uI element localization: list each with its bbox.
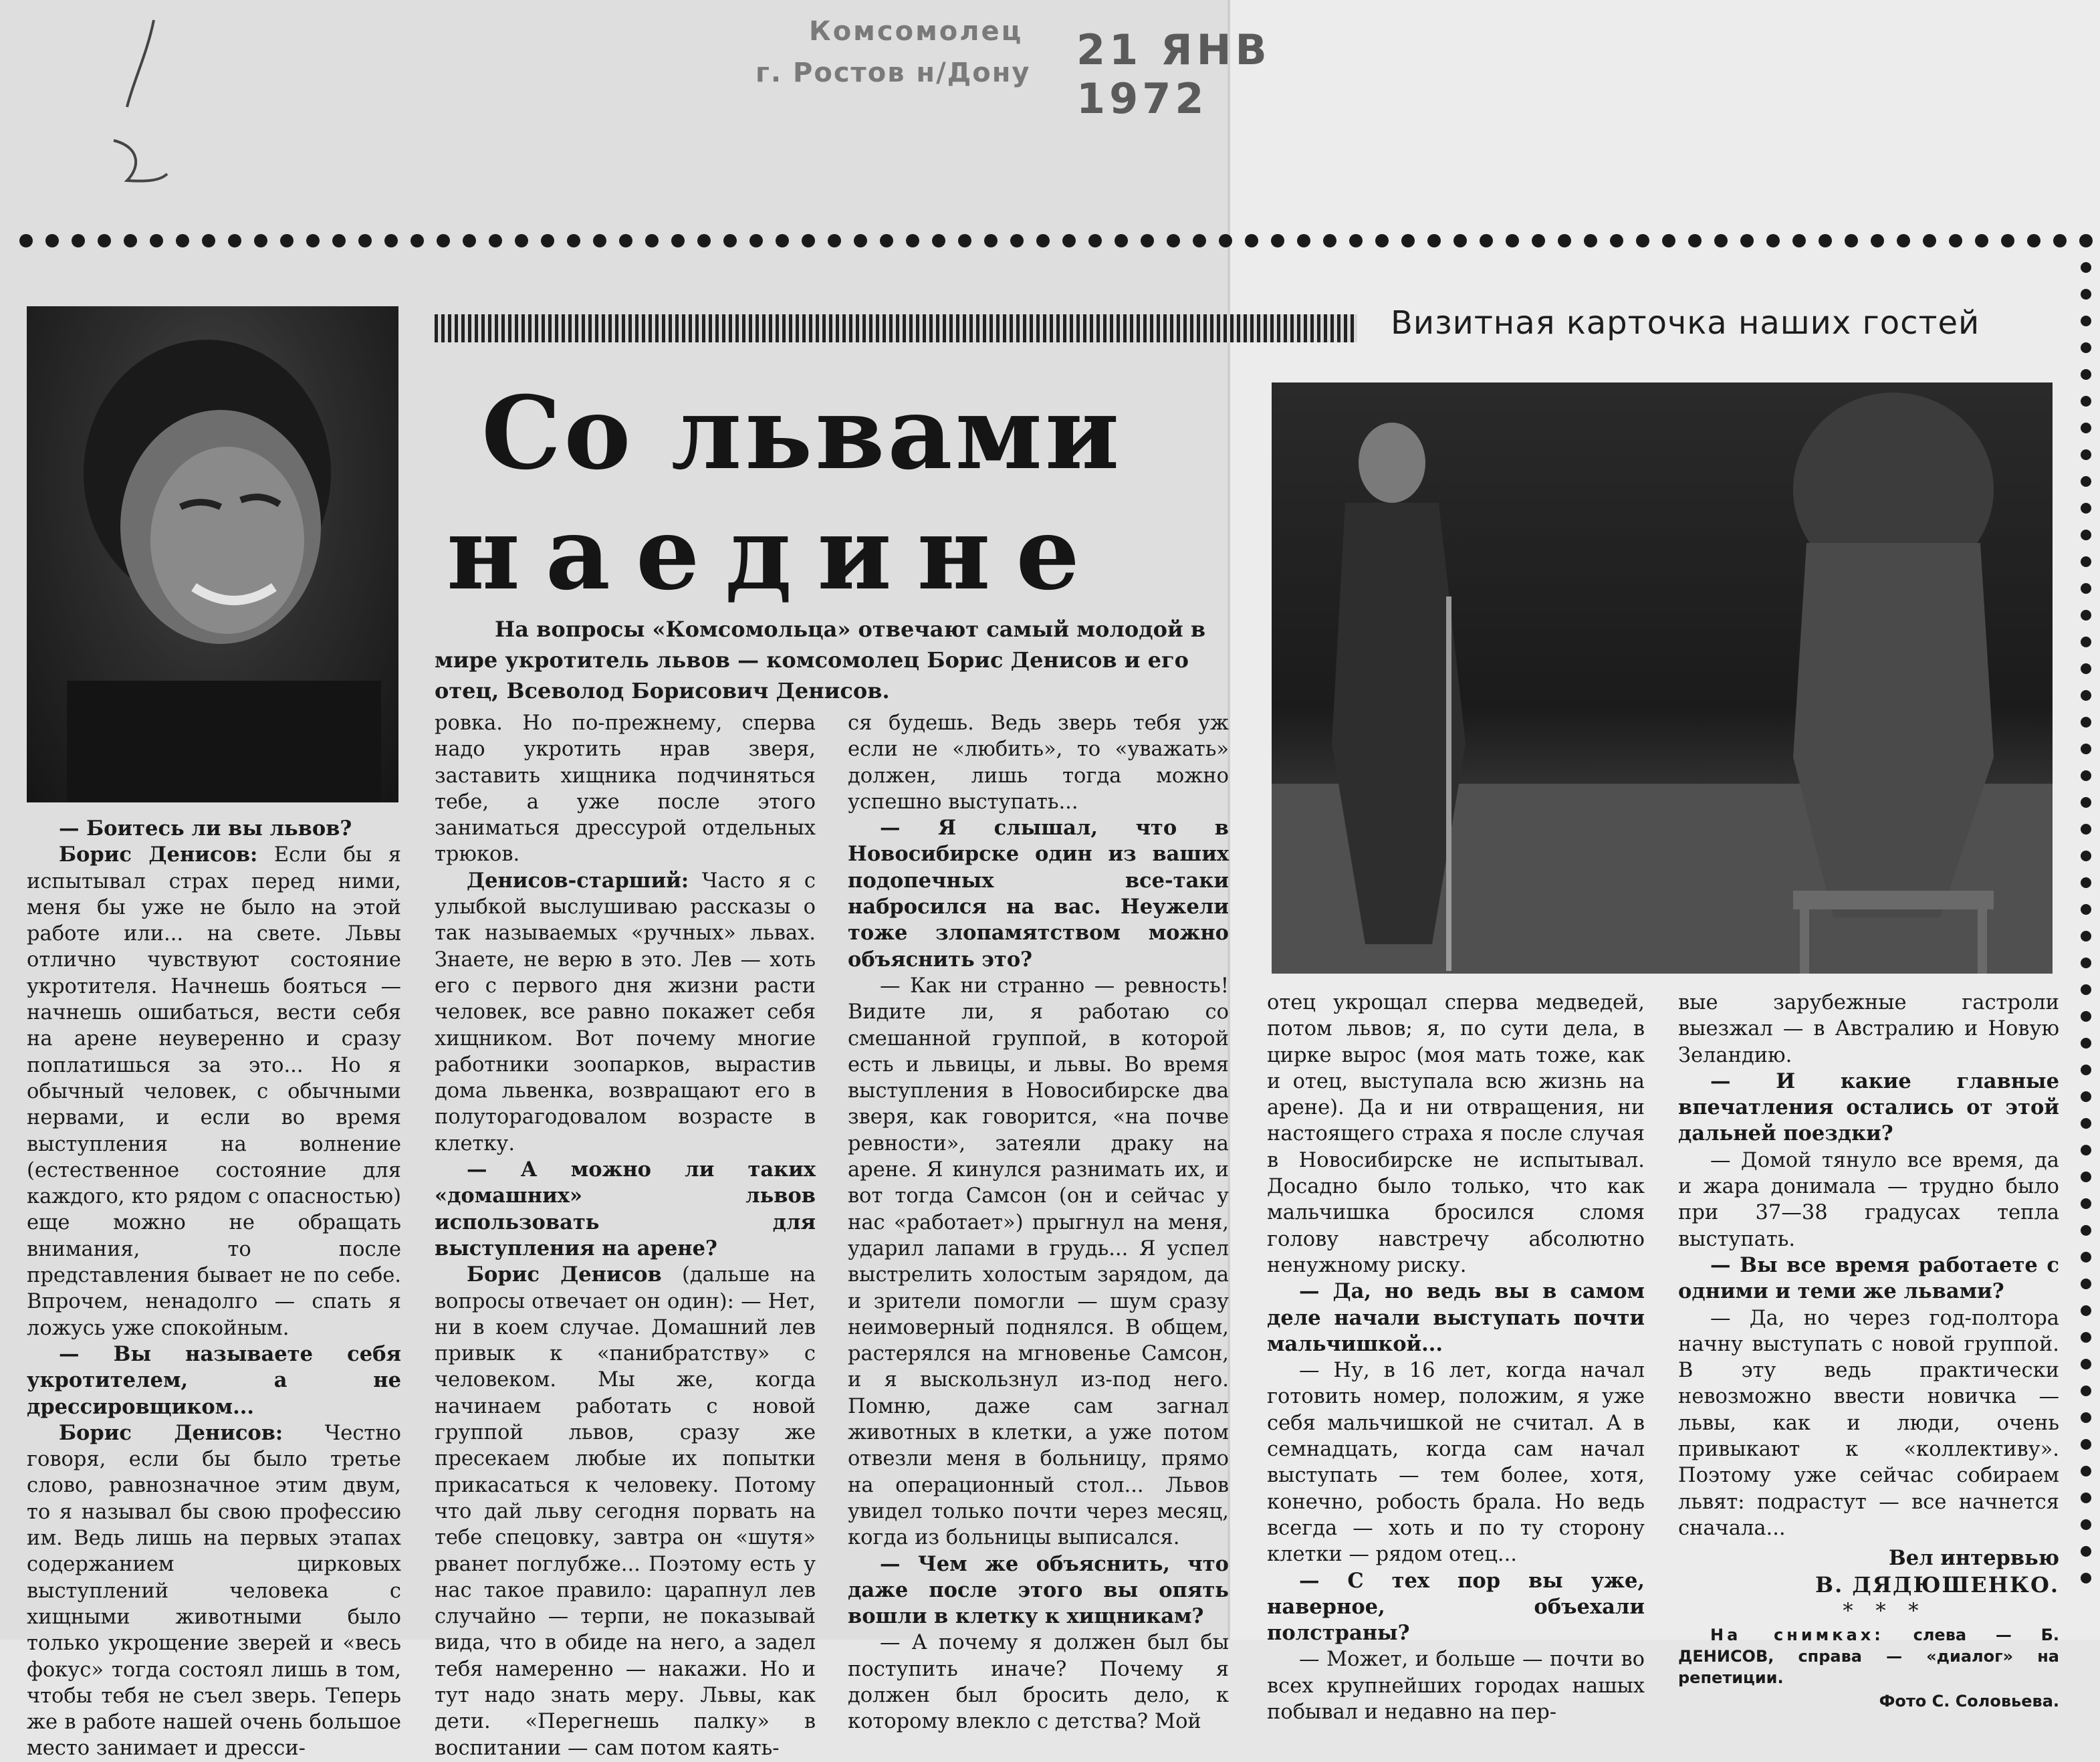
answer: — Ну, в 16 лет, когда начал готовить номер, положим, я уже себя мальчишкой не считал. А в семнадцать, когда сам начал выступать — тем более, хотя, конечно, робость брала. Но ведь всегда — хоть и по ту сторону клетки — рядом отец... [1267,1359,1645,1567]
question: — Чем же объяснить, что даже после этого вы опять вошли в клетку к хищникам? [848,1551,1229,1629]
separator-stars: * * * [1843,1599,1927,1623]
pen-mark [100,13,194,187]
answer: — Как ни странно — ревность! Видите ли, я работаю со смешанной группой, в которой есть и львицы, и львы. Во время выступления в Новосибирске два зверя, как говорится, «на почве ревности», затеяли драку на арене. Я кинулся разнимать их, и вот тогда Самсон (он и сейчас у нас «работает») прыгнул на меня, ударил лапами в грудь... Я успел выстрелить холостым зарядом, да и зрители помогли — шум сразу неимоверный поднялся. В общем, растерялся на мгновенье Самсон, и я выскользнул из-под него. Помню, даже сам загнал животных в клетки, а уже потом отвезли меня в больницу, прямо на операционный стол... Львов увидел только почти через месяц, когда из больницы выписался. [848,974,1229,1550]
photo-rehearsal-dialog [1272,382,2053,974]
text-column-3 [848,710,1229,1735]
stamp-date: 21 ЯНВ 1972 [1076,25,1271,123]
answer [435,1262,816,1761]
rubric-title: Визитная карточка наших гостей [1391,304,1980,342]
answer [27,842,401,1341]
answer-text: Честно говоря, если бы было третье слово, равнозначное этим двум, то я назывaл бы свою профессию им. Ведь лишь на первых этапах содержанием цирковых выступлений человека с хищными животными было только укрощение зверей и «весь фокус» тогда состоял лишь в том, чтобы тебя не съел зверь. Теперь же в работе нашей очень большое место занимает и дресси- [27,1421,401,1761]
photo-boris-denisov [27,306,398,802]
speaker-name: Борис Денисов: [59,843,258,867]
text-column-2 [435,710,816,1761]
stamp-newspaper: Комсомолец [809,16,1024,47]
answer: — А почему я должен был бы поступить иначе? Почему я должен был бросить дело, к которому влекло с детства? Мой [848,1631,1229,1734]
answer-text: (дальше на вопросы отвечает он один): — Нет, ни в коем случае. Домашний лев привык к «панибратству» с человеком. Мы же, когда начинаем работать с новой группой львов, сразу же пресекаем любые их попытки прикасаться к человеку. Потому что дай льву сегодня порвать на тебе спецовку, завтра он «шутя» рванет поглубже... Поэтому есть у нас такое правило: царапнул лев случайно — терпи, не показывай вида, что в обиде на него, а задел тебя намеренно — накажи. Но и тут надо знать меру. Львы, как дети. «Перегнешь палку» в воспитании — сам потом каять- [435,1263,816,1760]
archive-stamp [735,12,1351,123]
photo-credit: Фото С. Соловьева. [1879,1692,2059,1711]
question: — С тех пор вы уже, наверное, объехали полстраны? [1267,1568,1645,1646]
question: — А можно ли таких «домашних» львов использовать для выступления на арене? [435,1158,816,1260]
answer-continuation: отец укрощал сперва медведей, потом львов; я, по сути дела, в цирке вырос (моя мать тоже, как и отец, выступала всю жизнь на арене). Да и ни отвращения, ни настоящего страха я после случая в Новосибирске не испытывал. Досадно было только, что как мальчишка бросился сломя голову навстречу абсолютно ненужному риску. [1267,991,1645,1277]
text-column-4 [1267,990,1645,1725]
question: — Вы все время работаете с одними и теми же львами? [1678,1252,2059,1304]
text-column-1 [27,816,401,1762]
answer [435,868,816,1157]
rehearsal-illustration [1272,382,2053,974]
answer-continuation: вые зарубежные гастроли выезжал — в Австралию и Новую Зеландию. [1678,991,2059,1067]
perforation-row [13,227,2093,254]
byline [1678,1545,2059,1598]
speaker-name: Борис Денисов [467,1262,662,1287]
caption-text: слева — Б. ДЕНИСОВ, справа — «диалог» на репетиции. [1678,1626,2059,1688]
answer: — Да, но через год-полтора начну выступать с новой группой. В эту ведь практически невозможно ввести новичка — львы, как и люди, очень привыкают к «коллективу». Поэтому уже сейчас собираем львят: подрастут — все начнется сначала... [1678,1306,2059,1540]
lead-paragraph: На вопросы «Комсомольца» отвечают самый молодой в мире укротитель львов — комсомолец Борис Денисов и его отец, Всеволод Борисович Денисов. [435,617,1206,703]
question: — Вы называете себя укротителем, а не дрессировщиком... [27,1341,401,1419]
question: — И какие главные впечатления остались от этой дальней поездки? [1678,1069,2059,1146]
headline-line-2: наедине [447,495,1105,613]
photo-caption [1678,1624,2059,1688]
text-column-5 [1678,990,2059,1715]
speaker-name: Денисов-старший: [467,868,689,893]
headline-line-1: Со львами [481,374,1123,492]
question: — Да, но ведь вы в самом деле начали выступать почти мальчишкой... [1267,1279,1645,1356]
byline-label: Вел интервью [1888,1546,2059,1571]
byline-author: В. ДЯДЮШЕНКО. [1815,1571,2059,1598]
question: — Я слышал, что в Новосибирске один из ваших подопечных все-таки набросился на вас. Неужели тоже злопамятством можно объяснить это? [848,816,1229,972]
answer-continuation: ровка. Но по-прежнему, сперва надо укротить нрав зверя, заставить хищника подчиняться тебе, а уже после этого заниматься дрессурой отдельных трюков. [435,711,816,867]
answer: — Домой тянуло все время, да и жара донимала — трудно было при 37—38 градусах тепла выступать. [1678,1148,2059,1251]
answer [27,1420,401,1762]
speaker-name: Борис Денисов: [59,1420,283,1445]
answer: — Может, и больше — почти во всех крупнейших городах нашых побывал и недавно на пер- [1267,1648,1645,1725]
stamp-city: г. Ростов н/Дону [755,58,1031,88]
perforation-column [2073,254,2099,1591]
question: — Боитесь ли вы львов? [59,816,352,841]
rubric-bar [435,314,1357,342]
answer-text: Часто я с улыбкой выслушиваю рассказы о так называемых «ручных» львах. Знаете, не верю в это. Лев — хоть его с первого дня жизни расти человек, все равно покажет себя хищником. Вот почему многие работники зоопарков, вырастив дома львенка, возвращают его в полуторагодовалом возрасте в клетку. [435,869,816,1155]
answer-continuation: ся будешь. Ведь зверь тебя уж если не «любить», то «уважать» должен, лишь тогда можно успешно выступать... [848,711,1229,814]
caption-label: На снимках: [1710,1626,1884,1645]
portrait-illustration [27,306,398,802]
answer-text: Если бы я испытывал страх перед ними, меня бы уже не было на этой работе или... на свете. Львы отлично чувствуют состояние укротителя. Начнешь бояться — начнешь ошибаться, вести себя на арене неуверенно и сразу поплатишься за это... Но я обычный человек, с обычными нервами, и если во время выступления на волнение (естественное состояние для каждого, кто рядом с опасностью) еще можно не обращать внимания, то после представления бывает не по себе. Впрочем, ненадолго — спать я ложусь уже спокойным. [27,843,401,1340]
